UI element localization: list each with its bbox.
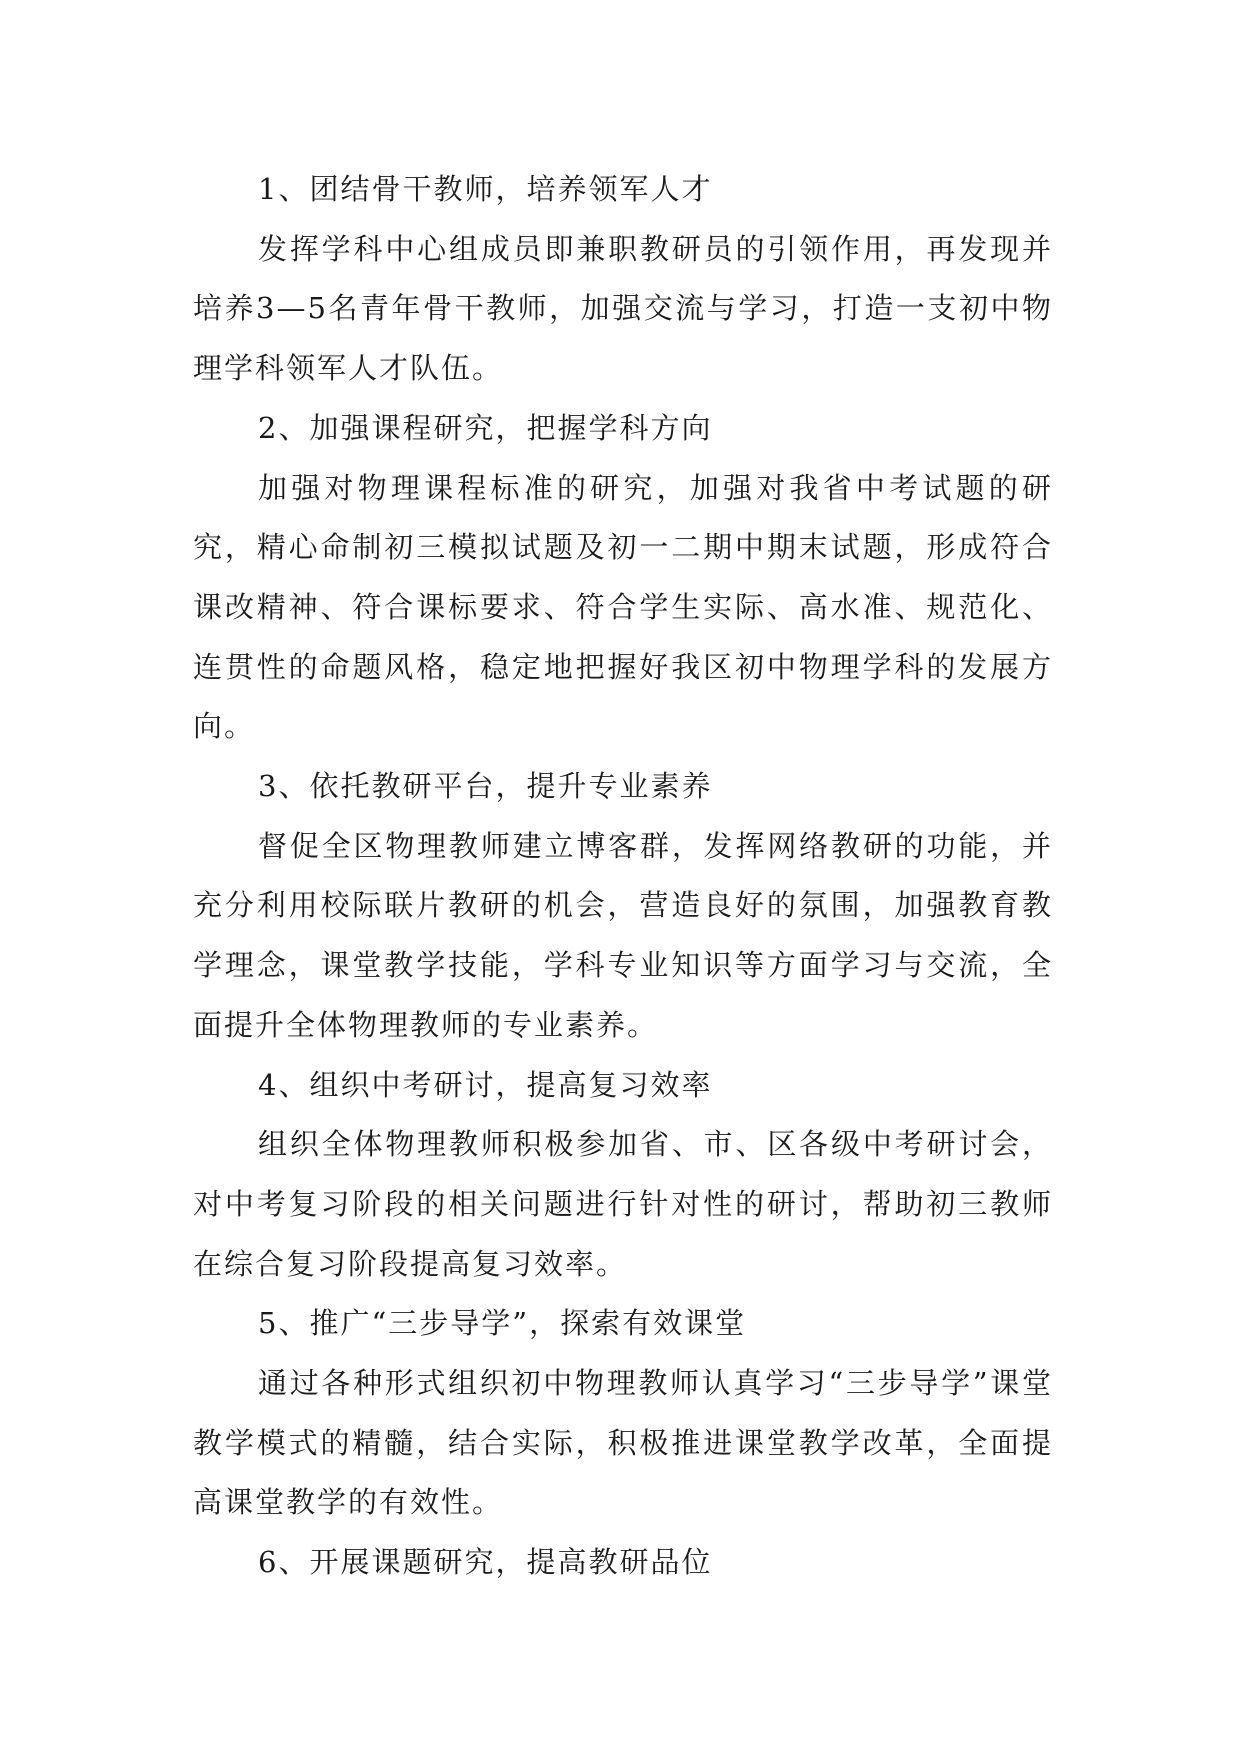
- section-paragraph-5: 通过各种形式组织初中物理教师认真学习“三步导学”课堂教学模式的精髓，结合实际，积极推进课堂教学改革，全面提高课堂教学的有效性。: [193, 1366, 1053, 1520]
- section-heading-3: 3、依托教研平台，提升专业素养: [258, 769, 713, 804]
- section-heading-2: 2、加强课程研究，把握学科方向: [258, 410, 713, 445]
- section-heading-6: 6、开展课题研究，提高教研品位: [258, 1545, 713, 1580]
- section-heading-4: 4、组织中考研讨，提高复习效率: [258, 1067, 713, 1102]
- section-heading-1: 1、团结骨干教师，培养领军人才: [258, 172, 713, 206]
- section-paragraph-1: 发挥学科中心组成员即兼职教研员的引领作用，再发现并培养3—5名青年骨干教师，加强交流与学习，打造一支初中物理学科领军人才队伍。: [193, 231, 1053, 386]
- section-heading-5: 5、推广“三步导学”，探索有效课堂: [258, 1306, 747, 1341]
- document-body: [193, 160, 1053, 1593]
- section-paragraph-2: 加强对物理课程标准的研究，加强对我省中考试题的研究，精心命制初三模拟试题及初一二期中期末试题，形成符合课改精神、符合课标要求、符合学生实际、高水准、规范化、连贯性的命题风格，稳定地把握好我区初中物理学科的发展方向。: [193, 470, 1053, 744]
- section-paragraph-4: 组织全体物理教师积极参加省、市、区各级中考研讨会，对中考复习阶段的相关问题进行针对性的研讨，帮助初三教师在综合复习阶段提高复习效率。: [193, 1127, 1053, 1281]
- section-paragraph-3: 督促全区物理教师建立博客群，发挥网络教研的功能，并充分利用校际联片教研的机会，营造良好的氛围，加强教育教学理念，课堂教学技能，学科专业知识等方面学习与交流，全面提升全体物理教师的专业素养。: [193, 828, 1053, 1042]
